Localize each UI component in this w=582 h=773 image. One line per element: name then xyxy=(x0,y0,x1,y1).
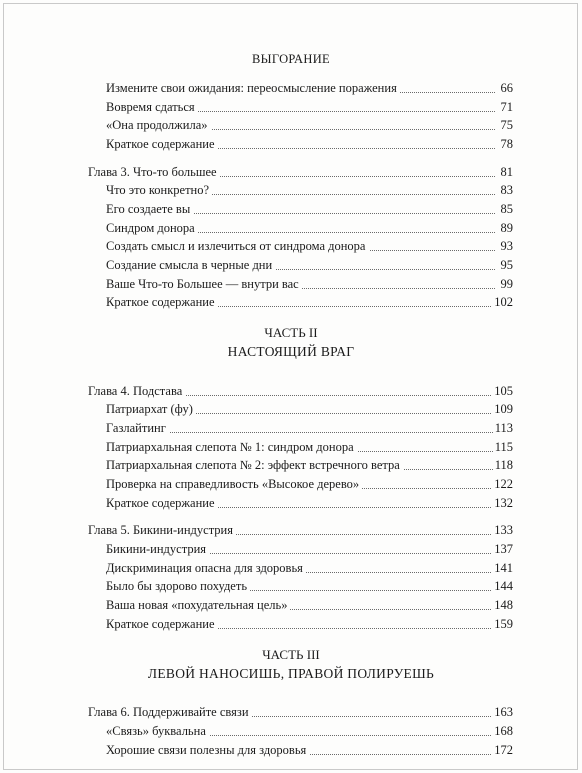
toc-section-entry[interactable] xyxy=(0,541,582,559)
toc-section-entry[interactable] xyxy=(0,201,582,219)
page-number: 172 xyxy=(494,742,513,757)
entry-title: Вовремя сдаться xyxy=(106,100,198,114)
entry-title: Патриархальная слепота № 1: синдром донора xyxy=(106,440,357,454)
entry-title: «Она продолжила» xyxy=(106,118,211,132)
entry-title: Что это конкретно? xyxy=(106,183,212,197)
entry-title: Глава 5. Бикини-индустрия xyxy=(88,523,236,537)
entry-title: Патриархальная слепота № 2: эффект встречного ветра xyxy=(106,458,403,472)
page-number: 99 xyxy=(500,276,513,291)
page-number: 141 xyxy=(494,560,513,575)
page-number: 102 xyxy=(494,295,513,310)
toc-section-entry[interactable] xyxy=(0,476,582,494)
page-number: 133 xyxy=(494,523,513,538)
page-number: 159 xyxy=(494,616,513,631)
page-number: 105 xyxy=(494,383,513,398)
entry-title: Глава 6. Поддерживайте связи xyxy=(88,705,252,719)
page-number: 81 xyxy=(500,164,513,179)
entry-title: Ваше Что-то Большее — внутри вас xyxy=(106,277,302,291)
toc-chapter-entry[interactable] xyxy=(0,522,582,540)
entry-title: Патриархат (фу) xyxy=(106,402,196,416)
page-number: 113 xyxy=(494,421,513,436)
entry-title: «Связь» буквальна xyxy=(106,724,209,738)
toc-section-entry[interactable] xyxy=(0,276,582,294)
toc-chapter-entry[interactable] xyxy=(0,704,582,722)
entry-title: Его создаете вы xyxy=(106,202,193,216)
running-header: ВЫГОРАНИЕ xyxy=(252,52,330,66)
part-label: ЧАСТЬ III xyxy=(262,646,320,662)
entry-title: Было бы здорово похудеть xyxy=(106,579,250,593)
toc-chapter-entry[interactable] xyxy=(0,383,582,401)
page-number: 118 xyxy=(494,458,513,473)
part-title: ЛЕВОЙ НАНОСИШЬ, ПРАВОЙ ПОЛИРУЕШЬ xyxy=(147,665,435,681)
toc-chapter-entry[interactable] xyxy=(0,164,582,182)
toc-section-entry[interactable] xyxy=(0,80,582,98)
toc-section-entry[interactable] xyxy=(0,99,582,117)
page-number: 93 xyxy=(500,239,513,254)
toc-section-entry[interactable] xyxy=(0,578,582,596)
page-number: 144 xyxy=(494,579,513,594)
page-number: 122 xyxy=(494,477,513,492)
toc-section-entry[interactable] xyxy=(0,723,582,741)
page-number: 168 xyxy=(494,723,513,738)
page-number: 148 xyxy=(494,597,513,612)
entry-title: Бикини-индустрия xyxy=(106,542,209,556)
entry-title: Глава 4. Подстава xyxy=(88,384,185,398)
page-number: 75 xyxy=(500,118,513,133)
toc-section-entry[interactable] xyxy=(0,495,582,513)
entry-title: Глава 3. Что-то большее xyxy=(88,165,220,179)
toc-section-entry[interactable] xyxy=(0,597,582,615)
toc-section-entry[interactable] xyxy=(0,457,582,475)
page-number: 83 xyxy=(500,183,513,198)
toc-section-entry[interactable] xyxy=(0,117,582,135)
entry-title: Краткое содержание xyxy=(106,496,218,510)
entry-title: Ваша новая «похудательная цель» xyxy=(106,598,290,612)
entry-title: Краткое содержание xyxy=(106,137,218,151)
entry-title: Создать смысл и излечиться от синдрома донора xyxy=(106,239,369,253)
toc-section-entry[interactable] xyxy=(0,439,582,457)
toc-section-entry[interactable] xyxy=(0,220,582,238)
page-number: 132 xyxy=(494,495,513,510)
entry-title: Краткое содержание xyxy=(106,617,218,631)
page-number: 85 xyxy=(500,201,513,216)
page-number: 71 xyxy=(500,99,513,114)
entry-title: Дискриминация опасна для здоровья xyxy=(106,561,306,575)
toc-section-entry[interactable] xyxy=(0,401,582,419)
entry-title: Хорошие связи полезны для здоровья xyxy=(106,743,309,757)
entry-title: Синдром донора xyxy=(106,221,198,235)
page-number: 137 xyxy=(494,542,513,556)
page-number: 89 xyxy=(500,220,513,235)
toc-section-entry[interactable] xyxy=(0,616,582,634)
part-label: ЧАСТЬ II xyxy=(264,325,318,341)
page-number: 95 xyxy=(500,257,513,272)
toc-section-entry[interactable] xyxy=(0,560,582,578)
page-number: 78 xyxy=(500,136,513,151)
part-title: НАСТОЯЩИЙ ВРАГ xyxy=(227,344,355,360)
page-number: 163 xyxy=(494,705,513,720)
toc-section-entry[interactable] xyxy=(0,420,582,438)
entry-title: Измените свои ожидания: переосмысление поражения xyxy=(106,81,400,95)
toc-section-entry[interactable] xyxy=(0,294,582,312)
entry-title: Газлайтинг xyxy=(106,421,169,435)
toc-section-entry[interactable] xyxy=(0,182,582,200)
page-number: 109 xyxy=(494,402,513,417)
toc-section-entry[interactable] xyxy=(0,742,582,760)
toc-section-entry[interactable] xyxy=(0,257,582,275)
entry-title: Краткое содержание xyxy=(106,295,218,309)
page-number: 66 xyxy=(500,81,513,95)
entry-title: Проверка на справедливость «Высокое дерево» xyxy=(106,477,362,491)
toc-section-entry[interactable] xyxy=(0,136,582,154)
toc-section-entry[interactable] xyxy=(0,238,582,256)
entry-title: Создание смысла в черные дни xyxy=(106,258,275,272)
page-number: 115 xyxy=(494,439,513,454)
